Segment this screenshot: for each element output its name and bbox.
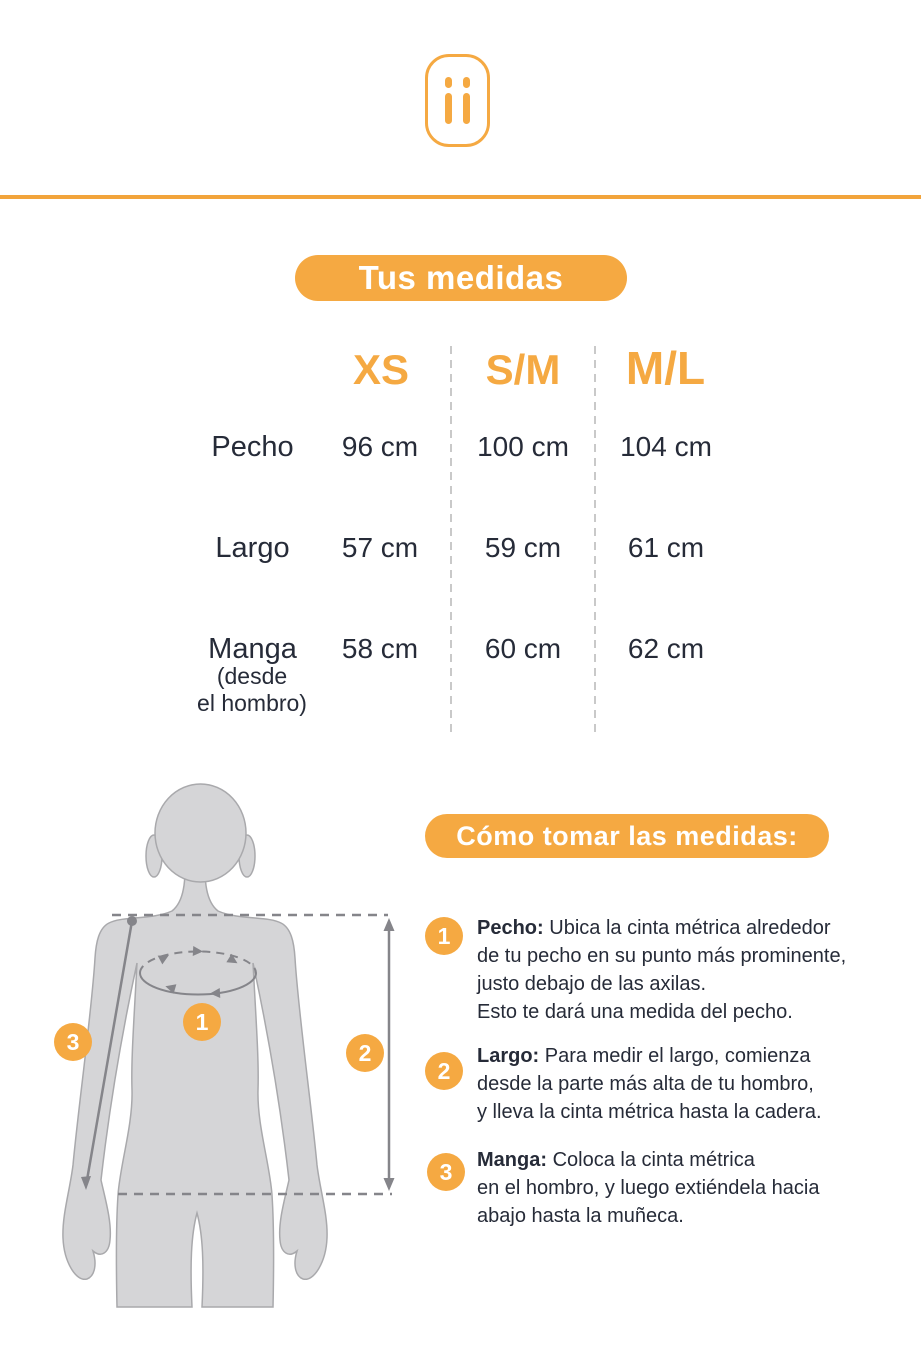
instruction-largo (477, 1042, 887, 1126)
arrow-up (384, 918, 395, 931)
instruction-line: Largo: Para medir el largo, comienza (477, 1045, 811, 1067)
instruction-number-1: 1 (425, 917, 463, 955)
instruction-term: Manga: (477, 1149, 547, 1171)
instruction-line: y lleva la cinta métrica hasta la cadera. (477, 1101, 822, 1123)
instruction-line: abajo hasta la muñeca. (477, 1205, 684, 1227)
instruction-term: Pecho: (477, 917, 544, 939)
instruction-number-2: 2 (425, 1052, 463, 1090)
table-cell: 62 cm (627, 633, 705, 664)
table-cell: 57 cm (341, 532, 419, 563)
diagram-marker-1: 1 (183, 1003, 221, 1041)
row-sublabel-manga: (desde el hombro) (197, 663, 307, 716)
column-header-sm: S/M (485, 346, 561, 393)
instruction-manga (477, 1146, 887, 1230)
arrow-down (384, 1178, 395, 1191)
row-label-manga: Manga (208, 633, 297, 665)
table-cell: 96 cm (341, 431, 419, 462)
column-header-xs: XS (352, 346, 410, 393)
row-label-pecho: Pecho (211, 431, 294, 463)
section-title-your-measurements: Tus medidas (295, 255, 627, 301)
table-cell: 59 cm (484, 532, 562, 563)
brand-logo-icon (425, 54, 490, 147)
diagram-marker-2: 2 (346, 1034, 384, 1072)
instruction-line: Manga: Coloca la cinta métrica (477, 1149, 755, 1171)
instruction-line: en el hombro, y luego extiéndela hacia (477, 1177, 820, 1199)
instruction-term: Largo: (477, 1045, 540, 1067)
instruction-line: justo debajo de las axilas. (477, 973, 707, 995)
instruction-line: desde la parte más alta de tu hombro, (477, 1073, 814, 1095)
column-header-ml: M/L (625, 342, 706, 394)
row-label-largo: Largo (215, 532, 290, 564)
instruction-line: de tu pecho en su punto más prominente, (477, 945, 847, 967)
instruction-line: Esto te dará una medida del pecho. (477, 1001, 793, 1023)
brand-logo-text (457, 100, 458, 101)
instruction-line: Pecho: Ubica la cinta métrica alrededor (477, 917, 831, 939)
header-divider (0, 195, 921, 199)
diagram-marker-3: 3 (54, 1023, 92, 1061)
table-cell: 58 cm (341, 633, 419, 664)
table-cell: 61 cm (627, 532, 705, 563)
section-title-how-to-measure: Cómo tomar las medidas: (425, 814, 829, 858)
table-cell: 100 cm (477, 431, 569, 462)
table-cell: 60 cm (484, 633, 562, 664)
instruction-pecho (477, 914, 887, 1026)
logo-letter-i (445, 77, 452, 124)
instruction-number-3: 3 (427, 1153, 465, 1191)
logo-letter-i (463, 77, 470, 124)
table-cell: 104 cm (620, 431, 712, 462)
head-shape (155, 784, 246, 882)
